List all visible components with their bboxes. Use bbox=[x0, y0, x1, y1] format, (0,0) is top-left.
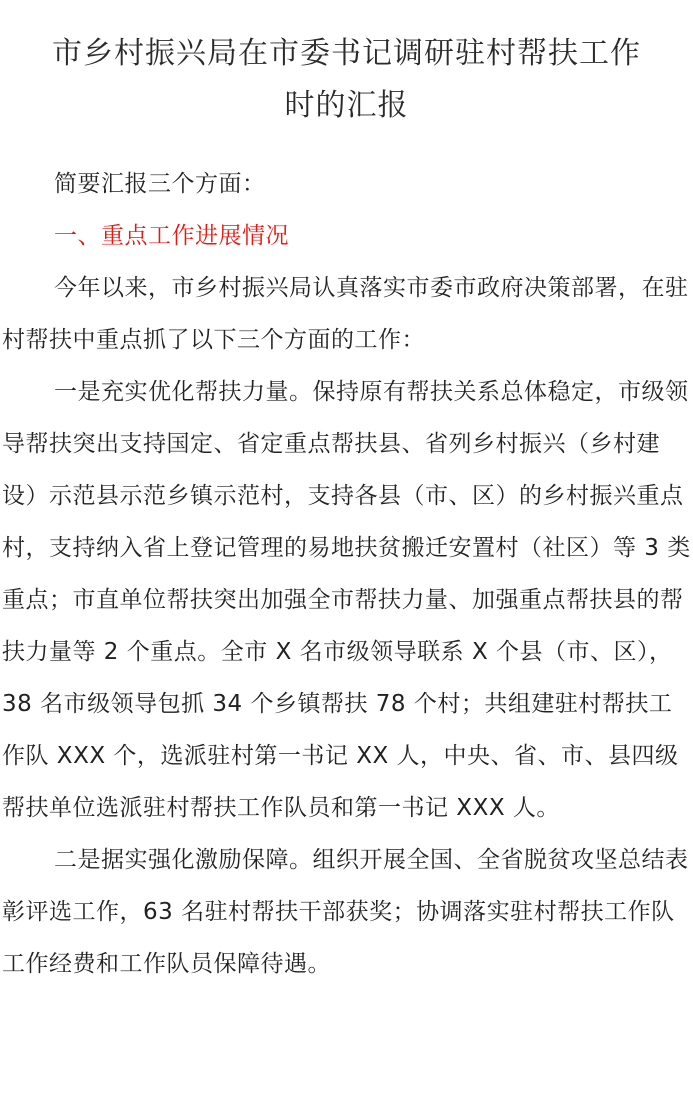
body-paragraph: 今年以来，市乡村振兴局认真落实市委市政府决策部署，在驻村帮扶中重点抓了以下三个方面的工作： bbox=[2, 275, 689, 353]
title-line-1: 市乡村振兴局在市委书记调研驻村帮扶工作 bbox=[52, 36, 641, 71]
section-heading: 一、重点工作进展情况 bbox=[54, 223, 289, 249]
body-paragraph: 一是充实优化帮扶力量。保持原有帮扶关系总体稳定，市级领导帮扶突出支持国定、省定重点帮扶县、省列乡村振兴（乡村建设）示范县示范乡镇示范村，支持各县（市、区）的乡村振兴重点村，支持纳入省上登记管理的易地扶贫搬迁安置村（社区）等 3 类重点；市直单位帮扶突出加强全市帮扶力量、加强重点帮扶县的帮扶力量等 2 个重点。全市 X 名市级领导联系 X 个县（市、区），38 名市级领导包抓 34 个乡镇帮扶 78 个村；共组建驻村帮扶工作队 XXX 个，选派驻村第一书记 XX 人，中央、省、市、县四级帮扶单位选派驻村帮扶工作队员和第一书记 XXX 人。 bbox=[2, 379, 691, 821]
document-title bbox=[2, 28, 691, 132]
document-body bbox=[2, 158, 691, 990]
body-paragraph: 二是据实强化激励保障。组织开展全国、全省脱贫攻坚总结表彰评选工作，63 名驻村帮扶干部获奖；协调落实驻村帮扶工作队工作经费和工作队员保障待遇。 bbox=[2, 847, 689, 977]
title-line-2: 时的汇报 bbox=[284, 88, 409, 123]
intro-paragraph: 简要汇报三个方面： bbox=[54, 171, 266, 197]
